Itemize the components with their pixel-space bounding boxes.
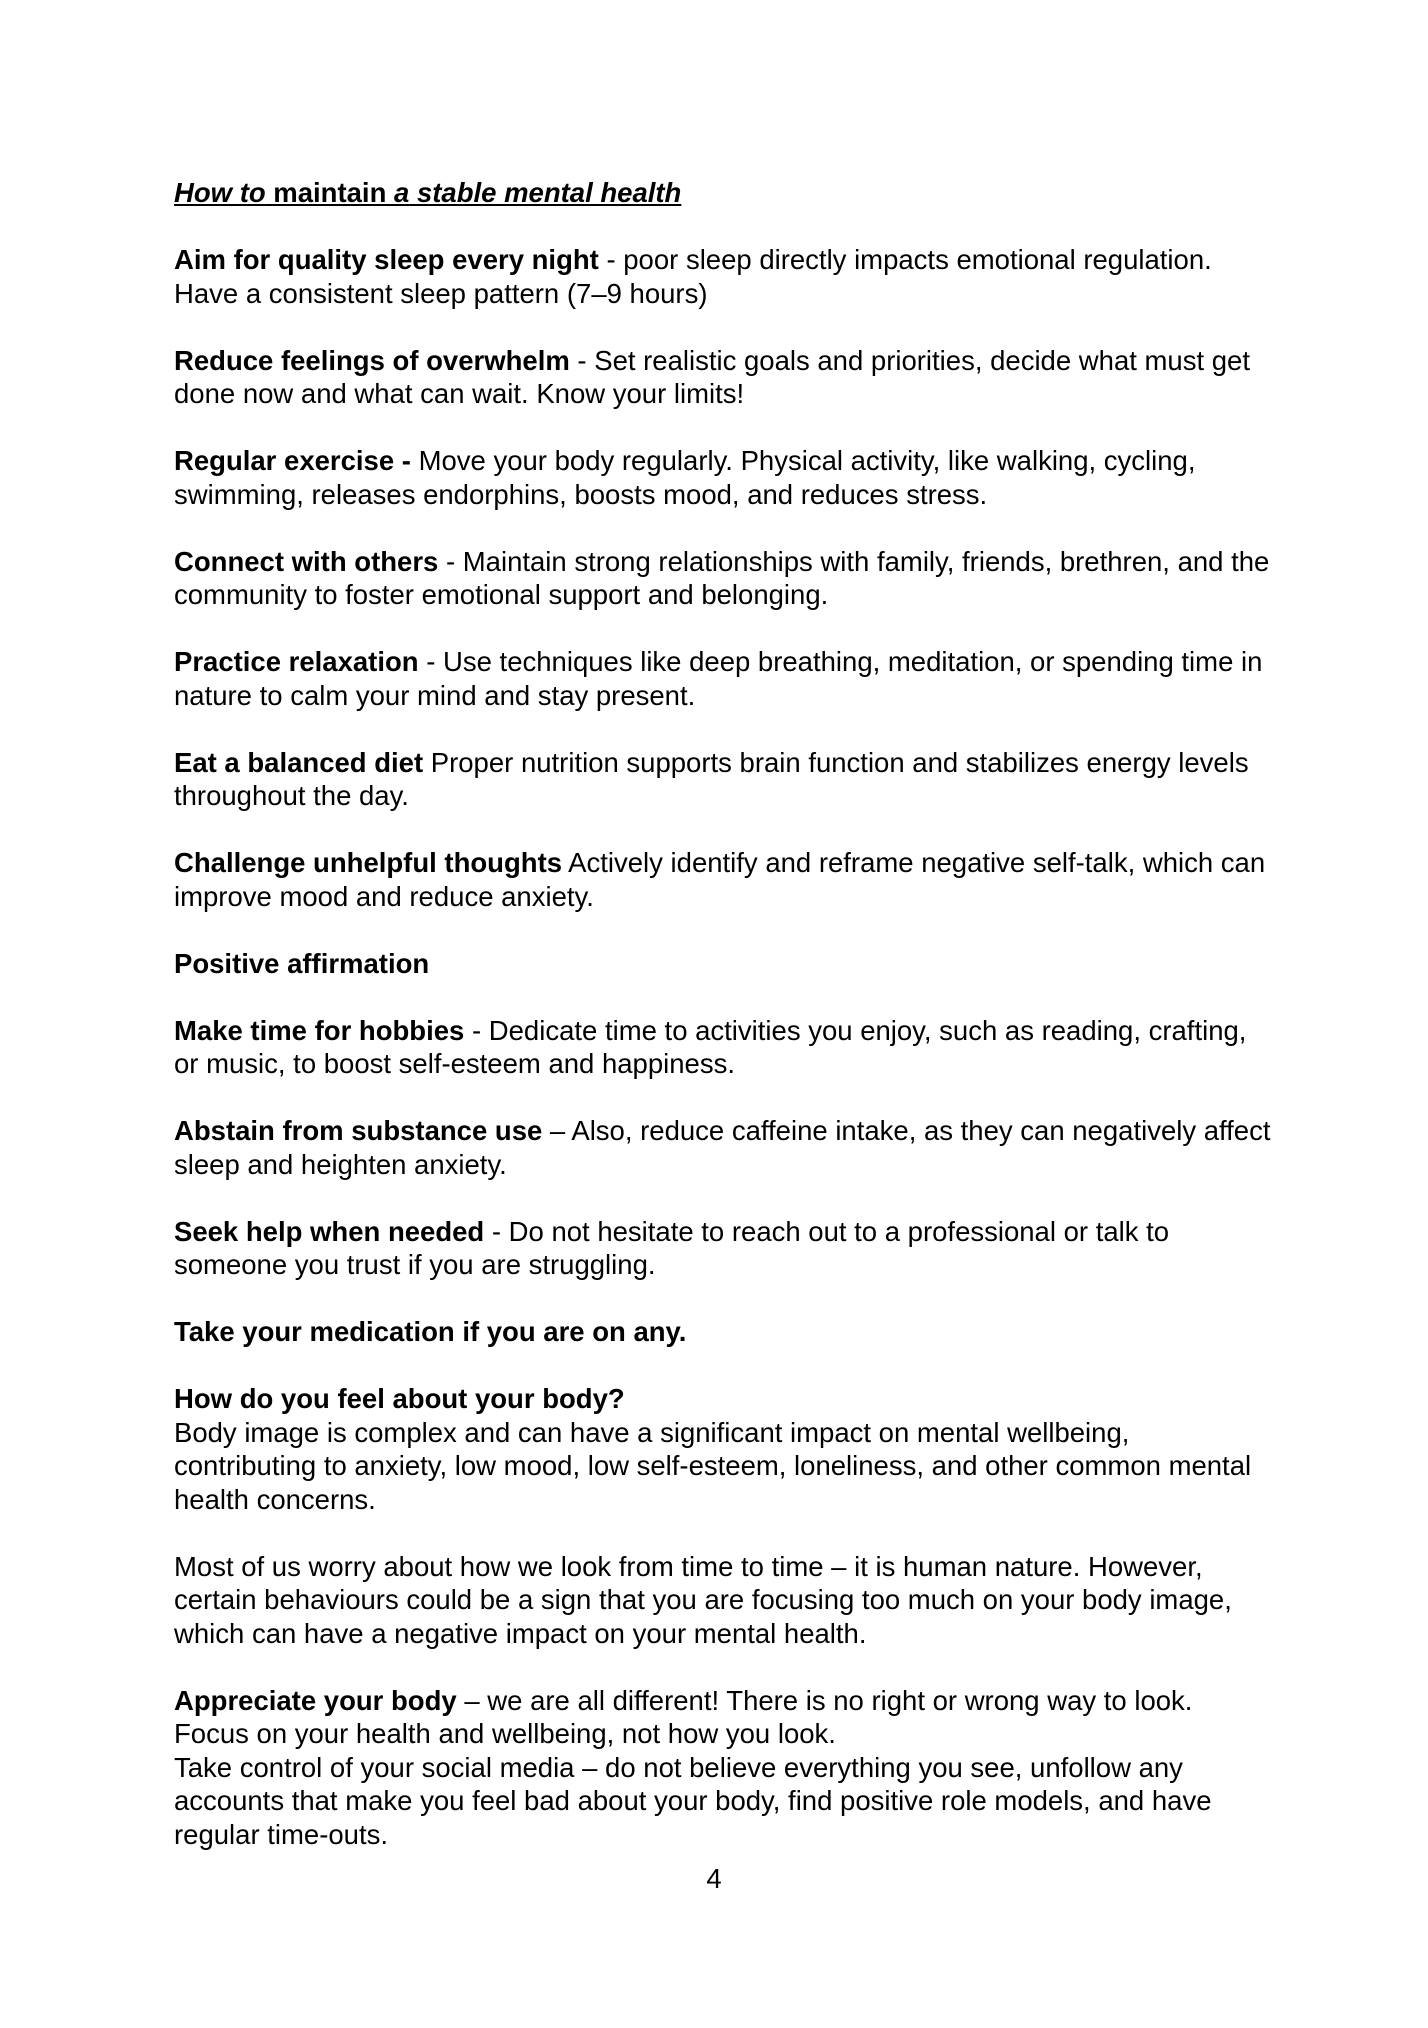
section-text: – Also, reduce caffeine intake, as they can negatively affect sleep and heighten anxiety. <box>174 1115 1271 1180</box>
body-section-paragraph: Most of us worry about how we look from time to time – it is human nature. However, certain behaviours could be a sign that you are focusing too much on your body image, which can have a negative impact on your mental health. <box>174 1550 1232 1649</box>
section-social-media: Take control of your social media – do not believe everything you see, unfollow any accounts that make you feel bad about your body, find positive role models, and have regular time-outs. <box>174 1751 1212 1850</box>
section-heading: Aim for quality sleep every night <box>174 244 599 275</box>
section-overwhelm <box>174 344 1274 411</box>
section-substance <box>174 1114 1274 1181</box>
section-heading: Positive affirmation <box>174 947 430 979</box>
section-text: - Do not hesitate to reach out to a professional or talk to someone you trust if you are struggling. <box>174 1215 1170 1280</box>
section-heading: Eat a balanced diet <box>174 746 424 778</box>
section-heading: Challenge unhelpful thoughts <box>174 847 563 878</box>
section-text: - Maintain strong relationships with family, friends, brethren, and the community to foster emotional support and belonging. <box>174 545 1270 610</box>
section-sleep <box>174 243 1274 310</box>
section-heading: Seek help when needed <box>174 1215 485 1247</box>
section-text: Move your body regularly. Physical activity, like walking, cycling, swimming, releases endorphins, boosts mood, and reduces stress. <box>174 445 1196 510</box>
section-affirmation <box>174 947 1274 981</box>
section-heading: Appreciate your body <box>174 1684 457 1716</box>
section-seek-help <box>174 1215 1274 1282</box>
section-heading: Make time for hobbies <box>174 1014 465 1046</box>
section-appreciate <box>174 1684 1274 1751</box>
section-text: - Use techniques like deep breathing, meditation, or spending time in nature to calm your mind and stay present. <box>174 646 1263 711</box>
section-heading: Connect with others <box>174 545 439 577</box>
section-heading: Take your medication if you are on any. <box>174 1316 687 1347</box>
title-part-maintain: maintain <box>265 177 395 208</box>
section-text: - Set realistic goals and priorities, decide what must get done now and what can wait. Know your limits! <box>174 344 1250 409</box>
section-heading: Regular exercise - <box>174 445 419 476</box>
section-text: Proper nutrition supports brain function and stabilizes energy levels throughout the day. <box>174 746 1249 811</box>
section-thoughts <box>174 846 1274 913</box>
body-section-heading: How do you feel about your body? <box>174 1383 625 1414</box>
section-text: - Dedicate time to activities you enjoy, such as reading, crafting, or music, to boost self-esteem and happiness. <box>174 1014 1247 1079</box>
section-text: - poor sleep directly impacts emotional regulation. Have a consistent sleep pattern (7–9 hours) <box>174 244 1212 309</box>
title-part-a: a <box>394 177 410 208</box>
section-diet <box>174 746 1274 813</box>
section-heading: Abstain from substance use <box>174 1115 543 1146</box>
body-section-intro: Body image is complex and can have a significant impact on mental wellbeing, contributing to anxiety, low mood, low self-esteem, loneliness, and other common mental health concerns. <box>174 1416 1252 1515</box>
section-text: Actively identify and reframe negative self-talk, which can improve mood and reduce anxiety. <box>174 847 1266 912</box>
title-part-stable-mental-health: stable mental health <box>416 177 682 208</box>
title-part-how-to: How to <box>174 177 266 208</box>
section-hobbies <box>174 1014 1274 1081</box>
section-heading: Practice relaxation <box>174 646 419 677</box>
section-exercise <box>174 444 1274 511</box>
section-relaxation <box>174 645 1274 712</box>
document-page <box>174 176 1274 1851</box>
section-medication <box>174 1315 1274 1349</box>
title-part-space <box>409 177 417 208</box>
section-connect <box>174 545 1274 612</box>
page-number: 4 <box>706 1863 722 1894</box>
section-text: – we are all different! There is no right or wrong way to look. Focus on your health and wellbeing, not how you look. <box>174 1684 1193 1749</box>
document-title <box>174 176 1274 210</box>
section-heading: Reduce feelings of overwhelm <box>174 344 570 376</box>
